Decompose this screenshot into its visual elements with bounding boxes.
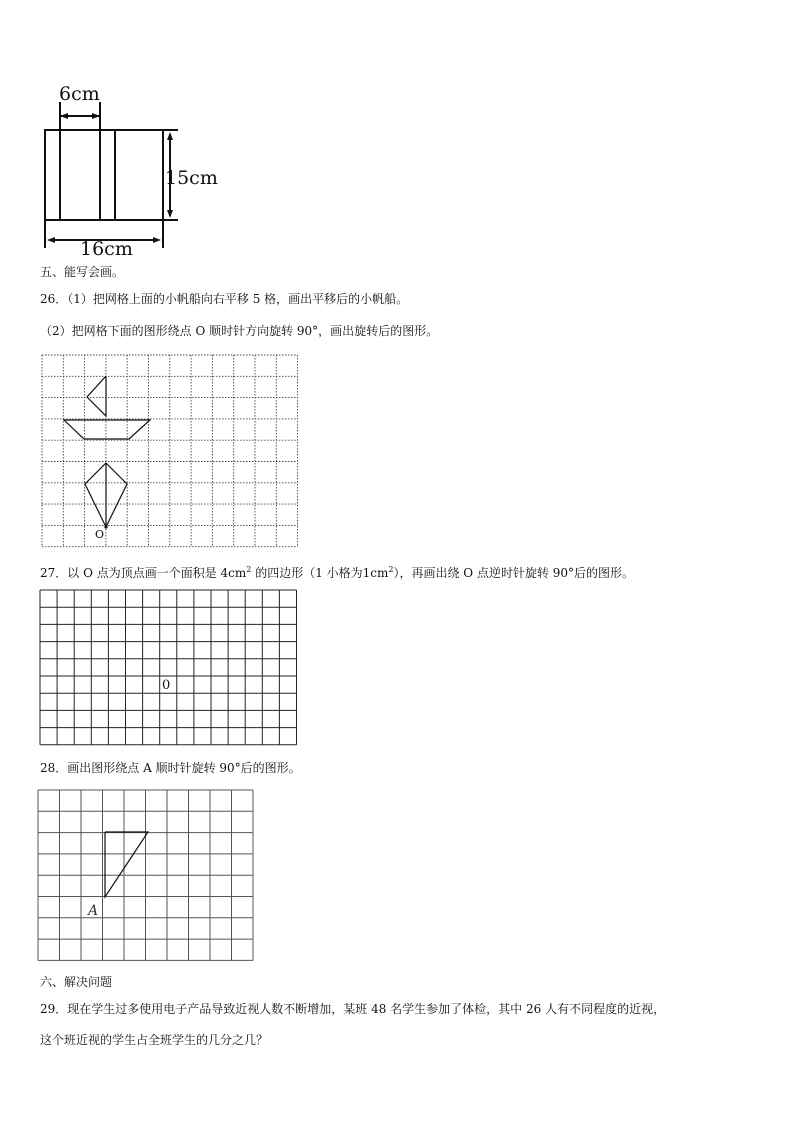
q26-line1: 26．（1）把网格上面的小帆船向右平移 5 格，画出平移后的小帆船。 (40, 292, 409, 306)
net-label-top: 6cm (59, 83, 100, 105)
q27-grid (40, 590, 300, 750)
q26-grid (42, 355, 302, 550)
q29-line2: 这个班近视的学生占全班学生的几分之几？ (40, 1033, 269, 1047)
q28-grid (38, 790, 258, 965)
q29-line1: 29．现在学生过多使用电子产品导致近视人数不断增加，某班 48 名学生参加了体检，其中 26 人有不同程度的近视， (40, 1002, 666, 1016)
q26-line2: （2）把网格下面的图形绕点 O 顺时针方向旋转 90°，画出旋转后的图形。 (40, 324, 439, 338)
q28-point-a: A (88, 903, 99, 919)
q27-text: 27．以 O 点为顶点画一个面积是 $4cm^2$ 的四边形（1 小格为$1cm^2$），再画出绕 O 点逆时针旋转 90°后的图形。 (40, 565, 635, 580)
section6-heading: 六、解决问题 (40, 975, 113, 989)
boat-sail (87, 376, 106, 416)
q28-shape (105, 832, 148, 897)
net-label-right: 15cm (165, 167, 218, 189)
q26-point-o: O (95, 528, 105, 541)
boat-hull (64, 420, 150, 439)
q28-text: 28．画出图形绕点 A 顺时针旋转 90°后的图形。 (40, 761, 301, 775)
net-figure (30, 80, 230, 260)
section5-heading: 五、能写会画。 (40, 265, 125, 279)
net-label-bottom: 16cm (80, 238, 133, 260)
q27-point-o: 0 (162, 678, 171, 693)
